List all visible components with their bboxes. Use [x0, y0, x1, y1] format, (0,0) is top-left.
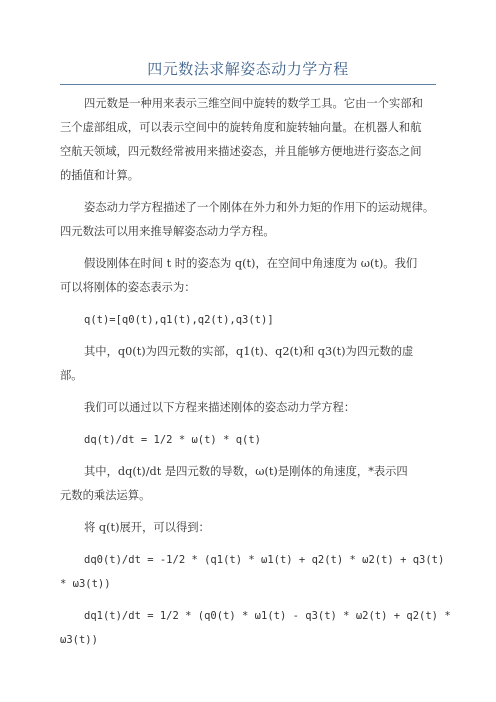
title-divider [60, 84, 436, 85]
paragraph-1-line-1: 四元数是一种用来表示三维空间中旋转的数学工具。它由一个实部和 [84, 97, 423, 110]
paragraph-1-line-2: 三个虚部组成，可以表示空间中的旋转角度和旋转轴向量。在机器人和航 [60, 121, 422, 134]
paragraph-3-line-2: 可以将刚体的姿态表示为： [60, 281, 196, 294]
paragraph-4-line-1: 其中，q0(t)为四元数的实部，q1(t)、q2(t)和 q3(t)为四元数的虚 [84, 345, 414, 358]
equation-dq1-line-2: ω3(t)) [60, 634, 98, 646]
document-title: 四元数法求解姿态动力学方程 [147, 60, 349, 78]
paragraph-4-line-2: 部。 [60, 369, 83, 382]
equation-dq0-line-2: * ω3(t)) [60, 578, 111, 590]
equation-dq0-line-1: dq0(t)/dt = -1/2 * (q1(t) * ω1(t) + q2(t) * ω2(t) + q3(t) [84, 554, 445, 566]
paragraph-2-line-2: 四元数法可以用来推导解姿态动力学方程。 [60, 225, 275, 238]
equation-dq1-line-1: dq1(t)/dt = 1/2 * (q0(t) * ω1(t) - q3(t) * ω2(t) + q2(t) * [84, 610, 451, 622]
paragraph-1-line-4: 的插值和计算。 [60, 169, 140, 182]
equation-dq-dt: dq(t)/dt = 1/2 * ω(t) * q(t) [84, 434, 262, 446]
equation-q-vector: q(t)=[q0(t),q1(t),q2(t),q3(t)] [84, 314, 274, 326]
paragraph-2-line-1: 姿态动力学方程描述了一个刚体在外力和外力矩的作用下的运动规律。 [84, 201, 435, 214]
paragraph-7-line-1: 将 q(t)展开，可以得到： [84, 521, 210, 534]
paragraph-6-line-2: 元数的乘法运算。 [60, 489, 151, 502]
paragraph-1-line-3: 空航天领域，四元数经常被用来描述姿态，并且能够方便地进行姿态之间 [60, 145, 422, 158]
paragraph-6-line-1: 其中，dq(t)/dt 是四元数的导数，ω(t)是刚体的角速度，*表示四 [84, 465, 408, 478]
paragraph-5-line-1: 我们可以通过以下方程来描述刚体的姿态动力学方程： [84, 401, 356, 414]
paragraph-3-line-1: 假设刚体在时间 t 时的姿态为 q(t)，在空间中角速度为 ω(t)。我们 [84, 257, 418, 270]
